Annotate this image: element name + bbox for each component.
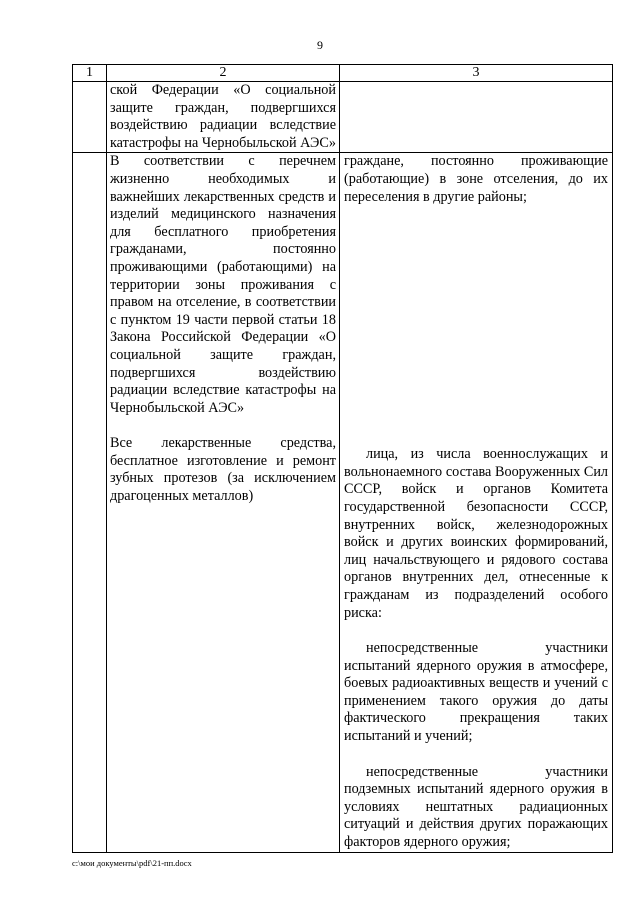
row1-col3-cell bbox=[340, 82, 613, 153]
special-risk-units-persons: лица, из числа военнослужащих и вольнонаемного состава Вооруженных Сил СССР, войск и органов Комитета государственной безопасности СССР, внутренних войск, железнодорожных войск и других воинских формирований, лиц начальствующего и рядового состава органов внутренних дел, отнесенные к гражданам из подразделений особого риска: bbox=[344, 446, 608, 621]
table-header-row bbox=[73, 65, 613, 82]
table-row bbox=[73, 82, 613, 153]
column-header-3: 3 bbox=[340, 65, 613, 82]
table-row bbox=[73, 153, 613, 852]
medicine-list-reference: В соответствии с перечнем жизненно необходимых и важнейших лекарственных средств и изделий медицинского назначения для бесплатного приобретения гражданами, постоянно проживающими (работающими) на территории зоны проживания с правом на отселение, в соответствии с пунктом 19 части первой статьи 18 Закона Российской Федерации «О социальной защите граждан, подвергшихся воздействию радиации вследствие катастрофы на Чернобыльской АЭС» bbox=[110, 153, 336, 416]
underground-test-participants: непосредственные участники подземных испытаний ядерного оружия в условиях нештатных радиационных ситуаций и действия других поражающих факторов ядерного оружия; bbox=[344, 763, 608, 851]
atmospheric-test-participants: непосредственные участники испытаний ядерного оружия в атмосфере, боевых радиоактивных веществ и учений с применением такого оружия до даты фактического прекращения таких испытаний и учений; bbox=[344, 640, 608, 745]
row2-col1-cell bbox=[73, 153, 107, 852]
row1-col2-text: ской Федерации «О социальной защите граждан, подвергшихся воздействию радиации вследствие катастрофы на Чернобыльской АЭС» bbox=[110, 82, 336, 151]
row2-col3-cell bbox=[340, 153, 613, 852]
row2-col2-cell bbox=[107, 153, 340, 852]
benefits-table bbox=[72, 64, 613, 853]
column-header-2: 2 bbox=[107, 65, 340, 82]
resettlement-zone-residents: граждане, постоянно проживающие (работающие) в зоне отселения, до их переселения в другие районы; bbox=[344, 153, 608, 205]
file-path-footer: c:\мои документы\pdf\21-пп.docx bbox=[72, 858, 192, 868]
row1-col1-cell bbox=[73, 82, 107, 153]
column-header-1: 1 bbox=[73, 65, 107, 82]
row1-col2-cell bbox=[107, 82, 340, 153]
all-medicines-and-dentures: Все лекарственные средства, бесплатное изготовление и ремонт зубных протезов (за исключением драгоценных металлов) bbox=[110, 435, 336, 505]
page-number: 9 bbox=[317, 38, 323, 52]
